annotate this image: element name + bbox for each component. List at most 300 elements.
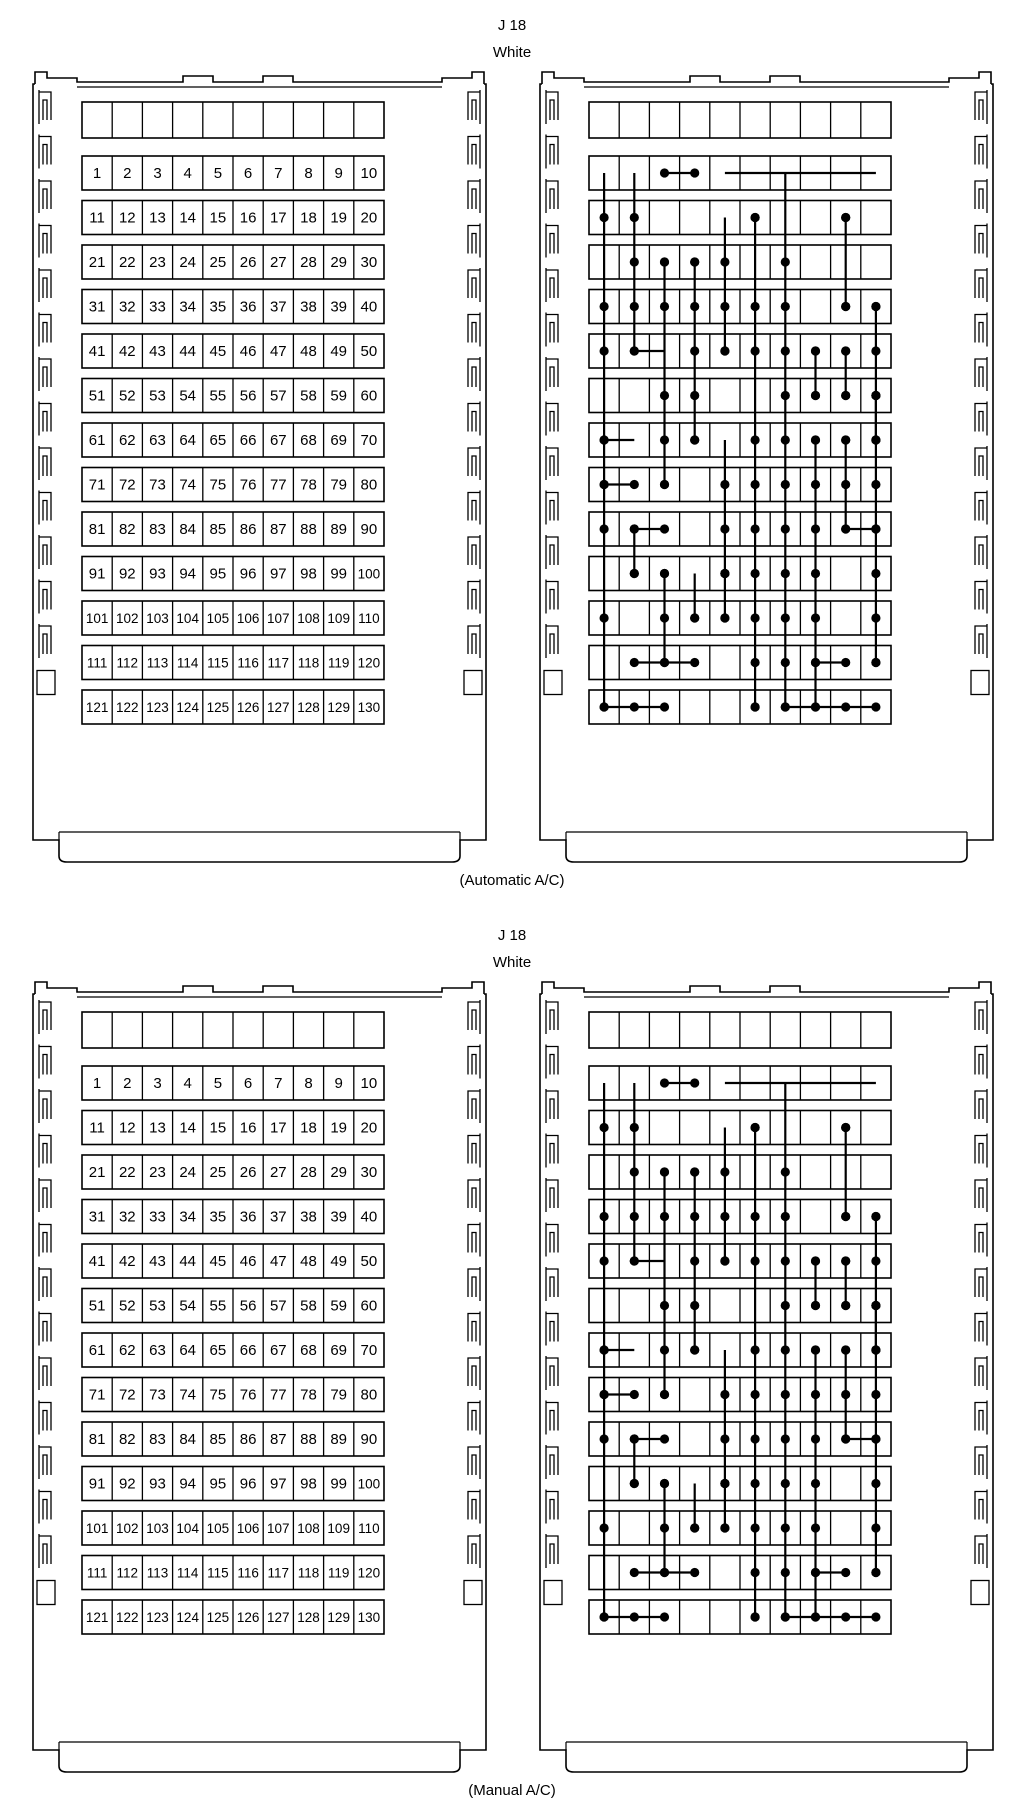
pin-number: 55 xyxy=(209,1297,227,1315)
pin-number: 120 xyxy=(357,655,381,671)
right-view-right-latch-tooth xyxy=(975,357,987,391)
pin-number: 34 xyxy=(179,298,197,316)
pin-number: 33 xyxy=(149,1208,166,1226)
pin-number: 28 xyxy=(300,254,317,271)
terminal-dot xyxy=(751,435,760,444)
pin-number: 102 xyxy=(116,611,139,626)
pin-number: 24 xyxy=(179,254,197,271)
pin-number: 12 xyxy=(118,209,136,227)
terminal-dot xyxy=(660,1434,669,1443)
pin-number: 60 xyxy=(360,387,378,405)
pin-number: 122 xyxy=(116,700,139,715)
right-view-pin-row xyxy=(589,601,891,635)
pin-number: 7 xyxy=(274,165,283,182)
right-view-right-latch-tooth xyxy=(975,1178,987,1212)
pin-number: 63 xyxy=(149,1342,166,1359)
right-view-right-latch-tooth xyxy=(975,179,987,213)
terminal-dot xyxy=(690,391,699,400)
pin-number: 90 xyxy=(360,1431,378,1448)
pin-number: 125 xyxy=(206,1610,230,1625)
terminal-dot xyxy=(871,524,880,533)
pin-number: 93 xyxy=(149,565,166,583)
left-view-left-latch-tooth xyxy=(39,1089,51,1123)
terminal-dot xyxy=(660,1568,669,1577)
terminal-dot xyxy=(660,702,669,711)
pin-number: 96 xyxy=(239,565,257,583)
terminal-dot xyxy=(660,1078,669,1087)
left-view-left-latch-tooth xyxy=(39,90,51,124)
terminal-dot xyxy=(871,435,880,444)
terminal-dot xyxy=(781,1301,790,1310)
pin-number: 77 xyxy=(269,1386,287,1404)
left-view-right-latch-tooth xyxy=(468,179,480,213)
pin-number: 53 xyxy=(149,387,166,405)
terminal-dot xyxy=(781,1523,790,1532)
terminal-dot xyxy=(630,1256,639,1265)
right-view-right-latch-tooth xyxy=(975,224,987,258)
left-view-right-latch-tooth xyxy=(468,535,480,569)
connector-color-label: White xyxy=(492,954,532,971)
pin-number: 9 xyxy=(334,1075,343,1092)
terminal-dot xyxy=(841,480,850,489)
right-view-right-latch-tooth xyxy=(975,268,987,302)
pin-number: 120 xyxy=(357,1565,381,1581)
right-view-right-latch-tooth xyxy=(975,580,987,614)
left-view-right-latch-tooth xyxy=(468,1000,480,1034)
pin-number: 77 xyxy=(269,476,287,494)
pin-number: 31 xyxy=(88,298,106,316)
pin-number: 47 xyxy=(269,343,287,360)
pin-number: 23 xyxy=(149,254,166,271)
pin-number: 116 xyxy=(237,1565,259,1581)
terminal-dot xyxy=(751,302,760,311)
pin-number: 129 xyxy=(327,700,350,715)
pin-number: 84 xyxy=(179,1431,197,1448)
pin-number: 81 xyxy=(88,521,106,538)
pin-number: 89 xyxy=(330,1431,348,1448)
pin-number: 37 xyxy=(269,298,287,316)
terminal-dot xyxy=(630,569,639,578)
pin-number: 65 xyxy=(209,1342,227,1359)
left-view-pin-row xyxy=(82,557,384,591)
terminal-dot xyxy=(751,1479,760,1488)
pin-number: 130 xyxy=(357,1610,381,1625)
terminal-dot xyxy=(751,346,760,355)
left-view-pin-row xyxy=(82,690,384,724)
pin-number: 88 xyxy=(300,1431,317,1448)
right-view-left-latch-tooth xyxy=(546,268,558,302)
terminal-dot xyxy=(841,1390,850,1399)
pin-number: 64 xyxy=(179,1342,197,1359)
terminal-dot xyxy=(630,1167,639,1176)
terminal-dot xyxy=(871,613,880,622)
pin-number: 114 xyxy=(176,655,199,671)
right-view-right-latch-tooth xyxy=(975,1490,987,1524)
right-view-housing-top-rim xyxy=(542,72,991,84)
pin-number: 29 xyxy=(330,1164,348,1181)
pin-number: 128 xyxy=(297,700,320,715)
terminal-dot xyxy=(841,658,850,667)
pin-number: 49 xyxy=(330,1253,348,1270)
right-view-left-latch-tooth xyxy=(546,446,558,480)
right-view-left-latch-tooth xyxy=(546,1312,558,1346)
pin-number: 105 xyxy=(206,1521,230,1536)
terminal-dot xyxy=(841,213,850,222)
pin-number: 68 xyxy=(300,1342,317,1359)
variant-caption: (Automatic A/C) xyxy=(459,872,565,889)
pin-number: 4 xyxy=(183,165,192,182)
pin-number: 114 xyxy=(176,1565,199,1581)
pin-number: 89 xyxy=(330,521,348,538)
terminal-dot xyxy=(781,302,790,311)
terminal-dot xyxy=(600,1345,609,1354)
terminal-dot xyxy=(600,1434,609,1443)
terminal-dot xyxy=(690,168,699,177)
terminal-dot xyxy=(690,1167,699,1176)
pin-number: 97 xyxy=(269,565,287,583)
left-view-pin-row xyxy=(82,379,384,413)
pin-number: 15 xyxy=(209,1119,227,1137)
pin-number: 15 xyxy=(209,209,227,227)
pin-number: 17 xyxy=(269,209,287,227)
pin-number: 123 xyxy=(146,700,169,715)
right-view-right-latch-tooth xyxy=(975,135,987,169)
left-view-left-latch-tooth xyxy=(39,446,51,480)
left-view-pin-row xyxy=(82,1111,384,1145)
left-view-right-latch-end xyxy=(464,1581,482,1605)
right-view-left-latch-end xyxy=(544,671,562,695)
right-view-right-latch-tooth xyxy=(975,1223,987,1257)
terminal-dot xyxy=(720,613,729,622)
terminal-dot xyxy=(720,302,729,311)
terminal-dot xyxy=(841,391,850,400)
right-view-left-latch-tooth xyxy=(546,1356,558,1390)
pin-number: 66 xyxy=(239,432,257,449)
pin-number: 113 xyxy=(146,1565,169,1581)
terminal-dot xyxy=(781,702,790,711)
pin-number: 50 xyxy=(360,343,378,360)
right-view-left-latch-tooth xyxy=(546,90,558,124)
right-view-left-latch-tooth xyxy=(546,313,558,347)
right-view-left-latch-tooth xyxy=(546,1534,558,1568)
pin-number: 70 xyxy=(360,432,378,449)
terminal-dot xyxy=(720,1256,729,1265)
pin-number: 14 xyxy=(179,209,197,227)
pin-number: 104 xyxy=(176,611,199,626)
left-view-right-latch-tooth xyxy=(468,1089,480,1123)
right-view-housing-top-rim xyxy=(542,982,991,994)
pin-number: 61 xyxy=(88,1342,106,1359)
left-view-left-latch-tooth xyxy=(39,1490,51,1524)
left-view-left-latch-tooth xyxy=(39,535,51,569)
terminal-dot xyxy=(751,1256,760,1265)
pin-number: 102 xyxy=(116,1521,139,1536)
terminal-dot xyxy=(781,1612,790,1621)
left-view-pin-row xyxy=(82,1244,384,1278)
left-view-left-latch-tooth xyxy=(39,1000,51,1034)
right-view-right-latch-tooth xyxy=(975,313,987,347)
terminal-dot xyxy=(630,213,639,222)
left-view-left-latch-tooth xyxy=(39,1267,51,1301)
pin-number: 57 xyxy=(269,387,287,405)
right-view-right-latch-tooth xyxy=(975,491,987,525)
pin-number: 129 xyxy=(327,1610,350,1625)
pin-number: 101 xyxy=(85,611,109,626)
left-view-housing-top-rim xyxy=(35,72,484,84)
terminal-dot xyxy=(871,702,880,711)
terminal-dot xyxy=(751,480,760,489)
right-view-left-latch-tooth xyxy=(546,357,558,391)
pin-number: 87 xyxy=(269,521,287,538)
terminal-dot xyxy=(871,1345,880,1354)
left-view-right-latch-tooth xyxy=(468,135,480,169)
pin-number: 51 xyxy=(88,387,106,405)
terminal-dot xyxy=(871,1256,880,1265)
pin-number: 117 xyxy=(267,655,290,671)
pin-number: 100 xyxy=(357,1476,381,1492)
left-view-pin-row xyxy=(82,1511,384,1545)
terminal-dot xyxy=(841,1612,850,1621)
terminal-dot xyxy=(811,1256,820,1265)
terminal-dot xyxy=(630,1212,639,1221)
left-view-right-latch-tooth xyxy=(468,1490,480,1524)
right-view-left-latch-tooth xyxy=(546,1490,558,1524)
terminal-dot xyxy=(600,346,609,355)
pin-number: 126 xyxy=(236,1610,260,1625)
terminal-dot xyxy=(811,1523,820,1532)
pin-number: 70 xyxy=(360,1342,378,1359)
pin-number: 30 xyxy=(360,254,378,271)
terminal-dot xyxy=(690,257,699,266)
pin-number: 125 xyxy=(206,700,230,715)
pin-number: 22 xyxy=(118,254,136,271)
pin-number: 8 xyxy=(304,165,313,182)
pin-number: 28 xyxy=(300,1164,317,1181)
terminal-dot xyxy=(660,1479,669,1488)
right-view-left-latch-end xyxy=(544,1581,562,1605)
pin-number: 81 xyxy=(88,1431,106,1448)
pin-number: 57 xyxy=(269,1297,287,1315)
pin-number: 12 xyxy=(118,1119,136,1137)
pin-number: 124 xyxy=(176,1610,199,1625)
right-view-right-latch-tooth xyxy=(975,1045,987,1079)
pin-number: 71 xyxy=(88,1386,106,1404)
pin-number: 59 xyxy=(330,1297,348,1315)
right-view-right-latch-tooth xyxy=(975,1134,987,1168)
terminal-dot xyxy=(600,613,609,622)
left-view-pin-row xyxy=(82,468,384,502)
terminal-dot xyxy=(781,435,790,444)
left-view-right-latch-tooth xyxy=(468,1445,480,1479)
terminal-dot xyxy=(751,1123,760,1132)
left-view-left-latch-tooth xyxy=(39,1445,51,1479)
pin-number: 122 xyxy=(116,1610,139,1625)
terminal-dot xyxy=(720,1523,729,1532)
terminal-dot xyxy=(690,435,699,444)
pin-number: 60 xyxy=(360,1297,378,1315)
terminal-dot xyxy=(871,569,880,578)
left-view-right-latch-tooth xyxy=(468,1178,480,1212)
connector-color-label: White xyxy=(492,44,532,61)
pin-number: 33 xyxy=(149,298,166,316)
terminal-dot xyxy=(600,1256,609,1265)
terminal-dot xyxy=(871,1479,880,1488)
terminal-dot xyxy=(720,1390,729,1399)
pin-number: 20 xyxy=(360,1119,378,1137)
pin-number: 86 xyxy=(239,1431,257,1448)
pin-number: 87 xyxy=(269,1431,287,1448)
pin-number: 88 xyxy=(300,521,317,538)
pin-number: 75 xyxy=(209,476,227,494)
pin-number: 86 xyxy=(239,521,257,538)
left-view-pin-row xyxy=(82,601,384,635)
left-view-pin-row xyxy=(82,1600,384,1634)
terminal-dot xyxy=(660,658,669,667)
pin-number: 118 xyxy=(297,655,320,671)
pin-number: 11 xyxy=(89,1119,105,1137)
left-view-left-latch-tooth xyxy=(39,1178,51,1212)
pin-number: 107 xyxy=(267,611,290,626)
terminal-dot xyxy=(841,1568,850,1577)
pin-number: 115 xyxy=(207,655,229,671)
right-view-left-latch-tooth xyxy=(546,1045,558,1079)
terminal-dot xyxy=(841,524,850,533)
terminal-dot xyxy=(720,1212,729,1221)
terminal-dot xyxy=(751,1612,760,1621)
pin-number: 38 xyxy=(300,1208,317,1226)
connector-id-label: J 18 xyxy=(497,17,527,34)
left-view-right-latch-tooth xyxy=(468,1223,480,1257)
right-view-right-latch-tooth xyxy=(975,624,987,658)
pin-number: 82 xyxy=(118,1431,136,1448)
pin-number: 63 xyxy=(149,432,166,449)
left-view-right-latch-tooth xyxy=(468,1534,480,1568)
terminal-dot xyxy=(841,702,850,711)
pin-number: 76 xyxy=(239,1386,257,1404)
pin-number: 10 xyxy=(360,165,378,182)
terminal-dot xyxy=(720,1434,729,1443)
left-view-left-latch-tooth xyxy=(39,1223,51,1257)
pin-number: 35 xyxy=(209,298,227,316)
pin-number: 111 xyxy=(86,655,108,671)
variant-caption: (Manual A/C) xyxy=(468,1782,556,1799)
terminal-dot xyxy=(660,1212,669,1221)
pin-number: 19 xyxy=(330,209,348,227)
terminal-dot xyxy=(871,1612,880,1621)
pin-number: 126 xyxy=(236,700,260,715)
pin-number: 78 xyxy=(300,1386,317,1404)
terminal-dot xyxy=(811,1612,820,1621)
pin-number: 99 xyxy=(330,565,348,583)
right-view-left-latch-tooth xyxy=(546,535,558,569)
terminal-dot xyxy=(751,1212,760,1221)
terminal-dot xyxy=(660,1390,669,1399)
pin-number: 74 xyxy=(179,1386,197,1404)
terminal-dot xyxy=(751,1568,760,1577)
terminal-dot xyxy=(600,524,609,533)
pin-number: 34 xyxy=(179,1208,197,1226)
pin-number: 109 xyxy=(327,1521,350,1536)
terminal-dot xyxy=(811,613,820,622)
pin-number: 94 xyxy=(179,1475,197,1493)
terminal-dot xyxy=(811,1345,820,1354)
pin-number: 41 xyxy=(88,1253,106,1270)
terminal-dot xyxy=(781,1479,790,1488)
pin-number: 80 xyxy=(360,476,378,494)
pin-number: 20 xyxy=(360,209,378,227)
left-view-left-latch-tooth xyxy=(39,1045,51,1079)
pin-number: 39 xyxy=(330,298,348,316)
terminal-dot xyxy=(751,1523,760,1532)
terminal-dot xyxy=(781,257,790,266)
terminal-dot xyxy=(720,257,729,266)
left-view-right-latch-tooth xyxy=(468,1134,480,1168)
right-view-right-latch-tooth xyxy=(975,1312,987,1346)
pin-number: 95 xyxy=(209,565,227,583)
left-view-left-latch-end xyxy=(37,671,55,695)
pin-number: 50 xyxy=(360,1253,378,1270)
pin-number: 101 xyxy=(85,1521,109,1536)
terminal-dot xyxy=(630,302,639,311)
right-view-right-latch-tooth xyxy=(975,1089,987,1123)
terminal-dot xyxy=(690,1301,699,1310)
terminal-dot xyxy=(841,346,850,355)
pin-number: 43 xyxy=(149,343,166,360)
pin-number: 105 xyxy=(206,611,230,626)
pin-number: 54 xyxy=(179,1297,197,1315)
pin-number: 38 xyxy=(300,298,317,316)
pin-number: 112 xyxy=(116,1565,139,1581)
right-view-right-latch-end xyxy=(971,671,989,695)
terminal-dot xyxy=(630,524,639,533)
pin-number: 66 xyxy=(239,1342,257,1359)
left-view-right-latch-tooth xyxy=(468,357,480,391)
pin-number: 128 xyxy=(297,1610,320,1625)
left-view-right-latch-tooth xyxy=(468,402,480,436)
pin-number: 46 xyxy=(239,343,257,360)
terminal-dot xyxy=(781,1212,790,1221)
pin-number: 3 xyxy=(153,165,162,182)
pin-number: 52 xyxy=(118,387,136,405)
left-view-pin-row xyxy=(82,245,384,279)
terminal-dot xyxy=(781,658,790,667)
pin-number: 121 xyxy=(85,1610,109,1625)
pin-number: 18 xyxy=(300,209,317,227)
pin-number: 21 xyxy=(88,254,106,271)
terminal-dot xyxy=(751,1434,760,1443)
pin-number: 91 xyxy=(88,1475,106,1493)
pin-number: 72 xyxy=(118,1386,136,1404)
pin-number: 109 xyxy=(327,611,350,626)
pin-number: 108 xyxy=(297,611,320,626)
pin-number: 61 xyxy=(88,432,106,449)
left-view-left-latch-tooth xyxy=(39,491,51,525)
pin-number: 113 xyxy=(146,655,169,671)
pin-number: 22 xyxy=(118,1164,136,1181)
left-view-left-latch-tooth xyxy=(39,580,51,614)
pin-number: 98 xyxy=(300,1475,317,1493)
pin-number: 123 xyxy=(146,1610,169,1625)
left-view-pin-row xyxy=(82,1200,384,1234)
pin-number: 3 xyxy=(153,1075,162,1092)
pin-number: 35 xyxy=(209,1208,227,1226)
pin-number: 29 xyxy=(330,254,348,271)
terminal-dot xyxy=(600,1390,609,1399)
pin-number: 103 xyxy=(146,611,169,626)
pin-number: 130 xyxy=(357,700,381,715)
pin-number: 44 xyxy=(179,343,197,360)
pin-number: 62 xyxy=(118,1342,136,1359)
